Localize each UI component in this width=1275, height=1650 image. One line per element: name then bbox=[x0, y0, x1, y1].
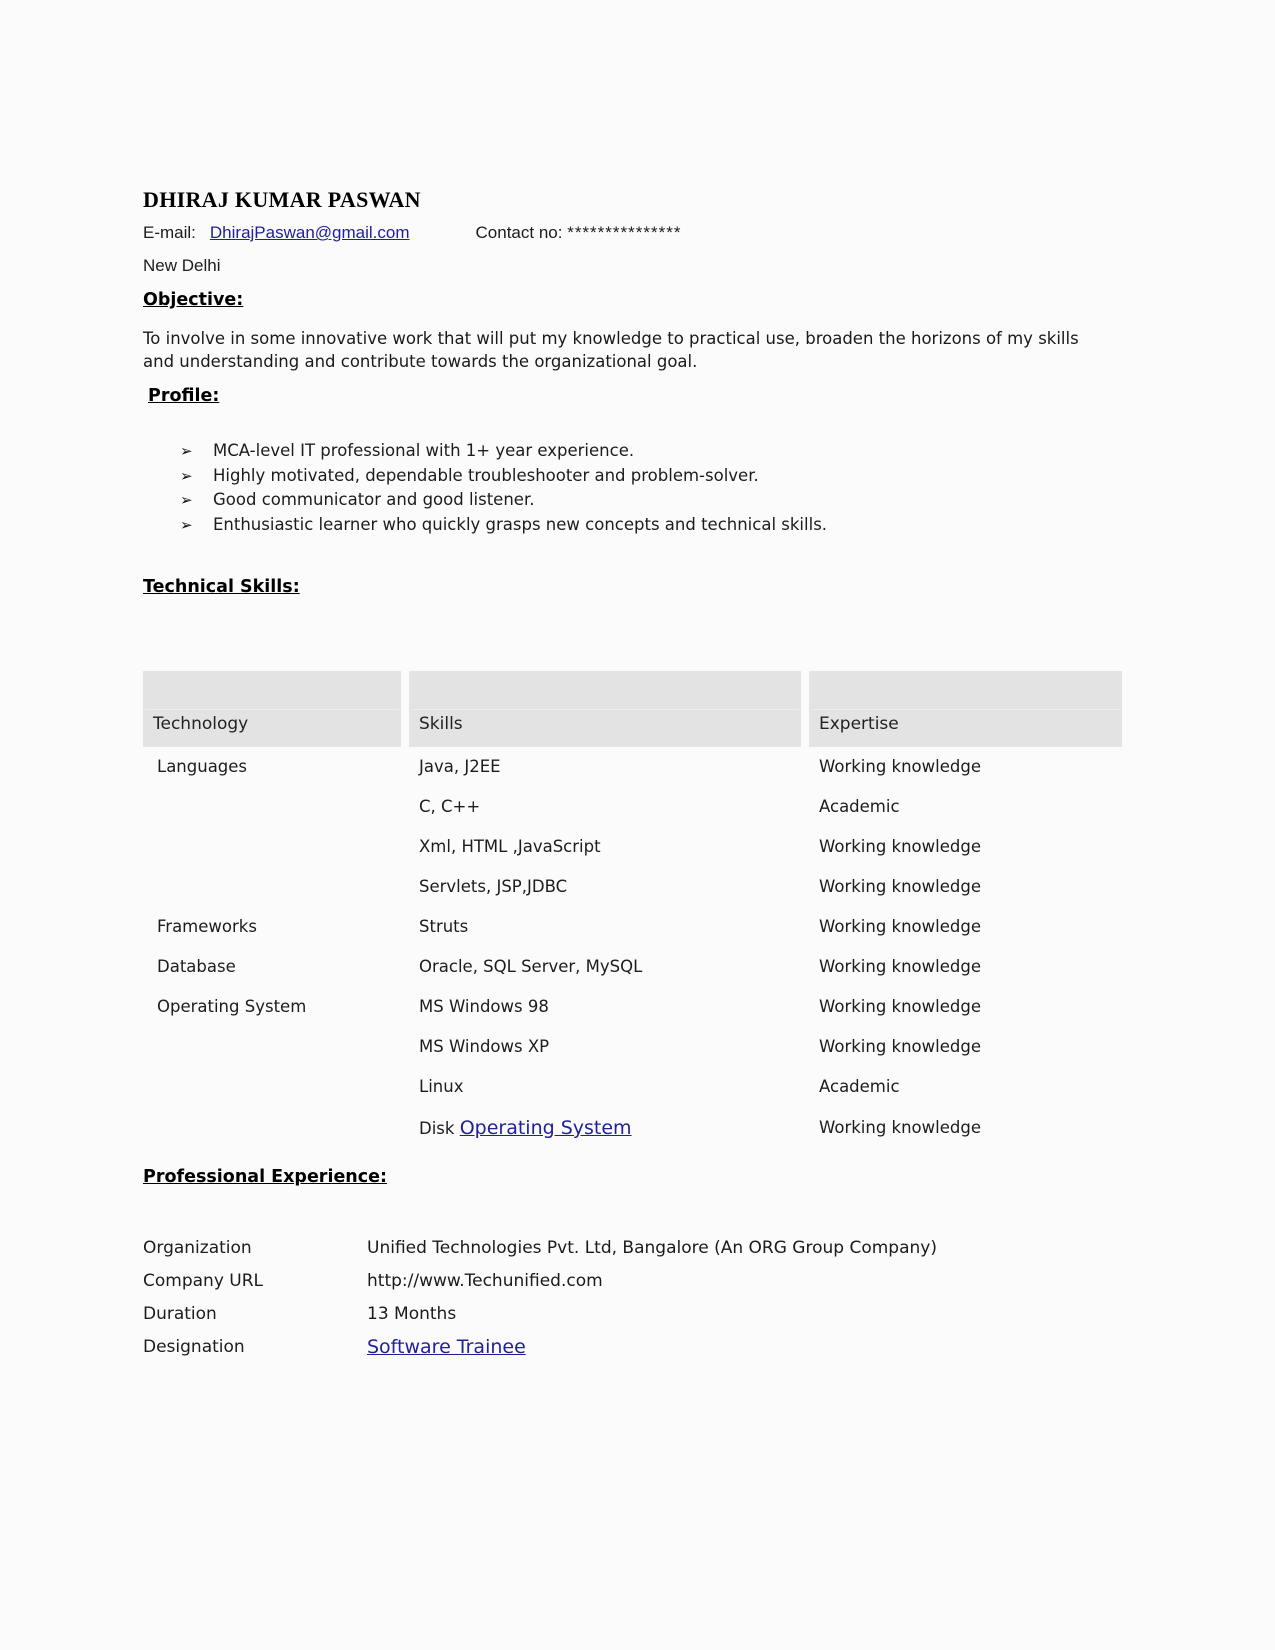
location-text: New Delhi bbox=[143, 256, 221, 275]
skills-cell-expertise: Working knowledge bbox=[819, 957, 981, 976]
skills-table-row bbox=[143, 1027, 1122, 1067]
profile-bullet-text: Enthusiastic learner who quickly grasps new concepts and technical skills. bbox=[213, 514, 828, 534]
profile-bullet-text: MCA-level IT professional with 1+ year experience. bbox=[213, 441, 635, 460]
skills-table-row bbox=[143, 747, 1122, 787]
skills-cell-expertise: Academic bbox=[819, 1077, 900, 1096]
skills-table-row bbox=[143, 827, 1122, 867]
skills-cell-expertise: Working knowledge bbox=[819, 837, 981, 856]
experience-row-label: Company URL bbox=[143, 1271, 264, 1291]
skills-table-body bbox=[143, 747, 1122, 1151]
skills-cell-skills: MS Windows XP bbox=[419, 1037, 550, 1056]
skills-cell-expertise: Academic bbox=[819, 797, 900, 816]
skills-cell-skills: C, C++ bbox=[419, 797, 481, 816]
experience-row-value bbox=[367, 1331, 526, 1365]
contact-row bbox=[143, 222, 1132, 243]
skills-table-row bbox=[143, 867, 1122, 907]
skills-cell-technology bbox=[143, 1067, 401, 1107]
skills-cell-skills: Struts bbox=[419, 917, 469, 936]
skills-cell-expertise: Working knowledge bbox=[819, 757, 981, 776]
bullet-arrow-icon: ➢ bbox=[180, 515, 193, 534]
profile-bullet-text: Highly motivated, dependable troubleshooter and problem-solver. bbox=[213, 465, 759, 485]
skills-table-row bbox=[143, 947, 1122, 987]
skills-table-header-expertise: Expertise bbox=[809, 671, 1122, 747]
skills-table-row bbox=[143, 987, 1122, 1027]
experience-row-value: http://www.Techunified.com bbox=[367, 1271, 603, 1291]
skills-cell-technology bbox=[143, 787, 401, 827]
skills-cell-technology bbox=[143, 827, 401, 867]
bullet-arrow-icon: ➢ bbox=[180, 491, 193, 509]
skills-cell-expertise: Working knowledge bbox=[819, 877, 981, 896]
skills-cell-skills: Servlets, JSP,JDBC bbox=[419, 877, 568, 896]
skills-cell-technology: Languages bbox=[157, 757, 248, 776]
contact-number bbox=[476, 222, 682, 243]
profile-bullet-item bbox=[143, 488, 1132, 513]
skills-cell-expertise: Working knowledge bbox=[819, 917, 981, 936]
experience-heading: Professional Experience: bbox=[143, 1167, 388, 1187]
skills-cell-technology: Database bbox=[157, 957, 236, 976]
skills-cell-skills: MS Windows 98 bbox=[419, 997, 549, 1016]
skills-table-header bbox=[143, 671, 1122, 747]
profile-bullet-item bbox=[143, 439, 1132, 464]
contact-label: Contact no: bbox=[475, 223, 563, 242]
skills-cell-technology: Operating System bbox=[157, 997, 307, 1016]
skills-cell-technology bbox=[143, 1107, 401, 1151]
skills-table-row bbox=[143, 907, 1122, 947]
skills-table-row bbox=[143, 1067, 1122, 1107]
skills-cell-skills: Oracle, SQL Server, MySQL bbox=[419, 957, 643, 976]
designation-link[interactable]: Software Trainee bbox=[367, 1336, 526, 1358]
email-label: E-mail: bbox=[143, 223, 196, 242]
skills-cell-skills: Xml, HTML ,JavaScript bbox=[419, 837, 601, 856]
experience-row-label: Organization bbox=[143, 1238, 252, 1258]
skills-cell-expertise: Working knowledge bbox=[819, 1118, 981, 1137]
bullet-arrow-icon: ➢ bbox=[180, 442, 193, 460]
experience-row-value: 13 Months bbox=[367, 1304, 457, 1324]
skills-table-row bbox=[143, 1107, 1122, 1151]
email-link[interactable]: DhirajPaswan@gmail.com bbox=[209, 223, 410, 242]
experience-row-value: Unified Technologies Pvt. Ltd, Bangalore (An ORG Group Company) bbox=[367, 1238, 937, 1258]
profile-bullet-item bbox=[143, 464, 1132, 489]
experience-table bbox=[143, 1232, 1132, 1365]
profile-bullet-text: Good communicator and good listener. bbox=[213, 490, 535, 509]
skills-cell-technology bbox=[143, 1027, 401, 1067]
objective-heading: Objective: bbox=[143, 290, 244, 310]
skills-cell-expertise: Working knowledge bbox=[819, 997, 981, 1016]
bullet-arrow-icon: ➢ bbox=[180, 466, 193, 485]
skills-cell-skills: Disk Operating System bbox=[419, 1117, 632, 1139]
disk-operating-system-link[interactable]: Operating System bbox=[459, 1117, 632, 1139]
profile-heading: Profile: bbox=[148, 386, 220, 406]
skills-table-header-technology: Technology bbox=[143, 671, 401, 747]
experience-row bbox=[143, 1331, 1132, 1365]
skills-cell-technology bbox=[143, 867, 401, 907]
profile-bullet-item bbox=[143, 513, 1132, 538]
skills-cell-skills: Linux bbox=[419, 1077, 464, 1096]
skills-table-header-skills: Skills bbox=[409, 671, 801, 747]
experience-row-label: Designation bbox=[143, 1337, 245, 1357]
contact-value: *************** bbox=[567, 223, 682, 242]
person-name: DHIRAJ KUMAR PASWAN bbox=[143, 187, 421, 212]
skills-table bbox=[143, 671, 1122, 1151]
experience-row bbox=[143, 1232, 1132, 1265]
skills-cell-technology: Frameworks bbox=[157, 917, 257, 936]
skills-cell-expertise: Working knowledge bbox=[819, 1037, 981, 1056]
experience-row-label: Duration bbox=[143, 1304, 217, 1324]
skills-table-row bbox=[143, 787, 1122, 827]
experience-row bbox=[143, 1298, 1132, 1331]
experience-row bbox=[143, 1265, 1132, 1298]
objective-text: To involve in some innovative work that will put my knowledge to practical use, broaden the horizons of my skills and understanding and contribute towards the organizational goal. bbox=[143, 329, 1079, 371]
technical-skills-heading: Technical Skills: bbox=[143, 577, 300, 597]
skills-cell-skills: Java, J2EE bbox=[419, 757, 501, 776]
profile-list bbox=[143, 439, 1132, 537]
